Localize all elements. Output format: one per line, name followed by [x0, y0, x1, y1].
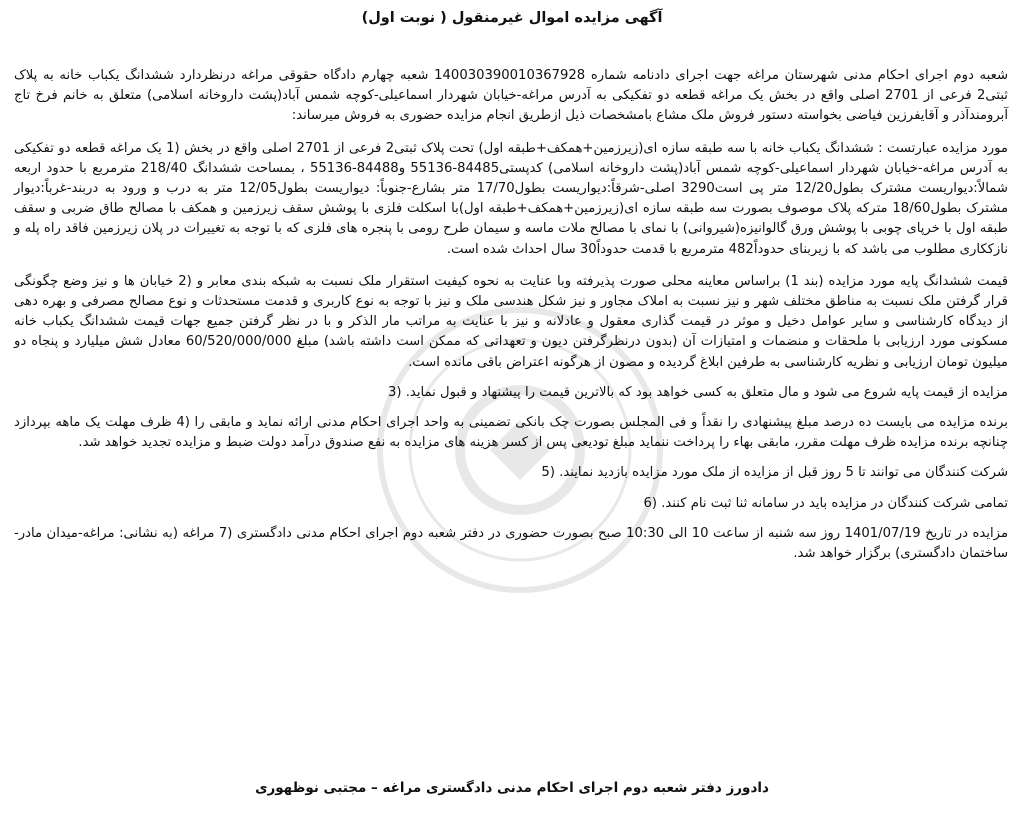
notice-title: آگهی مزایده اموال غیرمنقول ( نوبت اول) — [361, 10, 663, 26]
item-1-paragraph: مورد مزایده عبارتست : ششدانگ یکباب خانه با سه طبقه سازه ای(زیرزمین+همکف+طبقه اول) تحت پلاک ثبتی2 فرعی از 2701 اصلی واقع در بخش (1 یک مراغه قطعه دو تفکیکی به آدرس مراغه-خیابان شهردار اسماعیلی-کوچه شمس آباد(پشت داروخانه اسلامی) کدپستی84485-55136 و84488-55136 ، بمساحت ششدانگ 218/40 مترمربع با حدود اربعه شمالاً:دیواریست مشترک بطول12/20 متر پی است3290 اصلی-شرقاً:دیواریست بطول17/70 متر بشارع-جنوباً: دیواریست بطول12/05 متر به درب و ورود به دربند-غرباً:دیوار مشترک بطول18/60 مترکه پلاک موصوف بصورت سه طبقه سازه ای(زیرزمین+همکف+طبقه اول)با اسکلت فلزی با پوشش سقف زیرزمین و همکف با مصالح طاق ضربی و سقف طبقه اول با خرپای چوبی با پوشش ورق گالوانیزه(شیروانی) با نمای با مصالح ملات ماسه و سیمان طرح رومی با پنجره های فلزی که با توجه به تغییرات در پلان زیرزمین فاقد راه پله و نازککاری مطلوب می باشد که با زیربنای حدوداً482 مترمربع با قدمت حدوداً30 سال احداث شده است. — [14, 140, 1009, 257]
intro-paragraph: شعبه دوم اجرای احکام مدنی شهرستان مراغه جهت اجرای دادنامه شماره 140030390010367928 شعبه چهارم دادگاه حقوقی مراغه درنظردارد ششدانگ یکباب خانه به پلاک ثبتی2 فرعی از 2701 اصلی واقع در بخش یک مراغه قطعه دو تفکیکی به آدرس مراغه-خیابان شهردار اسماعیلی-کوچه شمس آباد(پشت داروخانه اسلامی) متعلق به خانم فرخ تاج آبرومندآذر و آقایفرزین فیاضی بخواسته دستور فروش ملک مشاع بامشخصات ذیل ازطریق انجام مزایده حضوری به فروش میرساند: — [14, 68, 1008, 124]
notice-body — [14, 66, 1008, 564]
item-6-paragraph: تمامی شرکت کنندگان در مزایده باید در سامانه ثنا ثبت نام کنند. (6 — [643, 495, 1008, 511]
item-5-paragraph: شرکت کنندگان می توانند تا 5 روز قبل از مزایده از ملک مورد مزایده بازدید نمایند. (5 — [541, 465, 1008, 481]
item-2-paragraph: قیمت ششدانگ پایه مورد مزایده (بند 1) براساس معاینه محلی صورت پذیرفته وبا عنایت به نحوه کیفیت استقرار ملک نسبت به شبکه بندی معابر و (2 خیابان ها و نیز وضع چگونگی قرار گرفتن ملک نسبت به مناطق مختلف شهر و نیز نسبت به املاک مجاور و نیز شکل هندسی ملک و نیز با توجه به نوع کاربری و قدمت مستحدثات و نوع مصالح مصرفی و بهره دهی از دیدگاه کارشناسی و سایر عوامل دخیل و موثر در قیمت گذاری معقول و عادلانه و نیز با عنایت به مراتب مار الذکر و با در نظر گرفتن جمیع جهات قیمت ششدانگ یکباب خانه مسکونی مورد ارزیابی با ملحقات و منضمات و امتیازات آن (بدون درنظرگرفتن دیون و تعهداتی که ممکن است داشته باشد) مبلغ 60/520/000/000 معادل شش میلیارد و پنجاه دو میلیون تومان ارزیابی و نظریه کارشناسی به طرفین ابلاغ گردیده و مصون از هرگونه اعتراض باقی مانده است. — [14, 273, 1009, 370]
signature-line: دادورز دفتر شعبه دوم اجرای احکام مدنی دادگستری مراغه – مجتبی نوظهوری — [255, 780, 769, 796]
item-4-paragraph: برنده مزایده می بایست ده درصد مبلغ پیشنهادی را نقداً و فی المجلس بصورت چک بانکی تضمینی به واحد اجرای احکام مدنی ارائه نماید و مابقی را (4 ظرف مهلت یک ماهه بپردازد چنانچه برنده مزایده ظرف مهلت مقرر، مابقی بهاء را پرداخت ننماید مبلغ تودیعی پس از کسر هزینه های مزایده به نفع صندوق درآمد دولت ضبط و مزایده تجدید خواهد شد. — [14, 415, 1008, 451]
item-7-paragraph: مزایده در تاریخ 1401/07/19 روز سه شنبه از ساعت 10 الی 10:30 صبح بصورت حضوری در دفتر شعبه دوم اجرای احکام مدنی دادگستری (7 مراغه (به نشانی: مراغه-میدان مادر-ساختمان دادگستری) برگزار خواهد شد. — [14, 525, 1009, 562]
item-3-paragraph: مزایده از قیمت پایه شروع می شود و مال متعلق به کسی خواهد بود که بالاترین قیمت را پیشنهاد و قبول نماید. (3 — [388, 384, 1008, 400]
